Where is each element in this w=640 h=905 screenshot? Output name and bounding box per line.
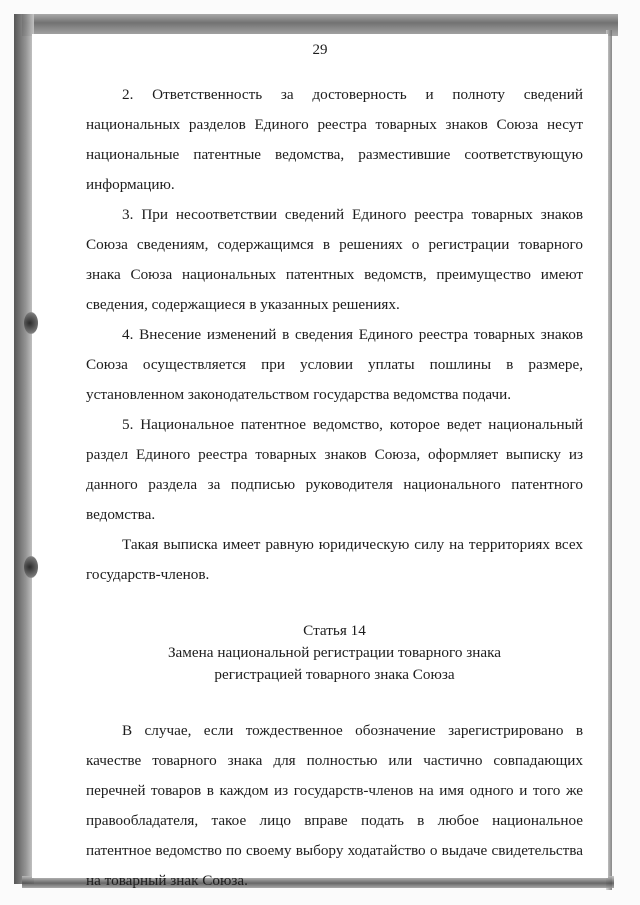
article-body-paragraph: В случае, если тождественное обозначение зарегистрировано в качестве товарного знака для полностью или частично совпадающих перечней товаров в каждом из государств-членов на имя одного и того же правообладателя, такое лицо вправе подать в любое национальное патентное ведомство по своему выбору ходатайство о выдаче свидетельства на товарный знак Союза. bbox=[86, 722, 583, 889]
article-title-line-2: регистрацией товарного знака Союза bbox=[214, 666, 455, 683]
paragraph-5: 5. Национальное патентное ведомство, которое ведет национальный раздел Единого реестра товарных знаков Союза, оформляет выписку из данного раздела за подписью руководителя национального патентного ведомства. bbox=[86, 416, 583, 523]
paragraph-2: 2. Ответственность за достоверность и полноту сведений национальных разделов Единого реестра товарных знаков Союза несут национальные патентные ведомства, разместившие соответствующую информацию. bbox=[86, 86, 583, 193]
article-label: Статья 14 bbox=[303, 622, 366, 639]
paragraph-extract-force: Такая выписка имеет равную юридическую силу на территориях всех государств-членов. bbox=[86, 536, 583, 583]
article-title-line-1: Замена национальной регистрации товарного знака bbox=[167, 644, 502, 661]
punch-hole-lower bbox=[24, 556, 38, 578]
punch-hole-upper bbox=[24, 312, 38, 334]
article-heading bbox=[86, 620, 583, 686]
paragraph-3: 3. При несоответствии сведений Единого реестра товарных знаков Союза сведениям, содержащимся в решениях о регистрации товарного знака Союза национальных патентных ведомств, преимущество имеют сведения, содержащиеся в указанных решениях. bbox=[86, 206, 583, 313]
page-number: 29 bbox=[312, 42, 328, 58]
paragraph-4: 4. Внесение изменений в сведения Единого реестра товарных знаков Союза осуществляется при условии уплаты пошлины в размере, установленном законодательством государства ведомства подачи. bbox=[86, 326, 583, 403]
document-body bbox=[86, 80, 583, 896]
scan-edge-top bbox=[22, 14, 618, 36]
scan-edge-left bbox=[14, 14, 34, 884]
